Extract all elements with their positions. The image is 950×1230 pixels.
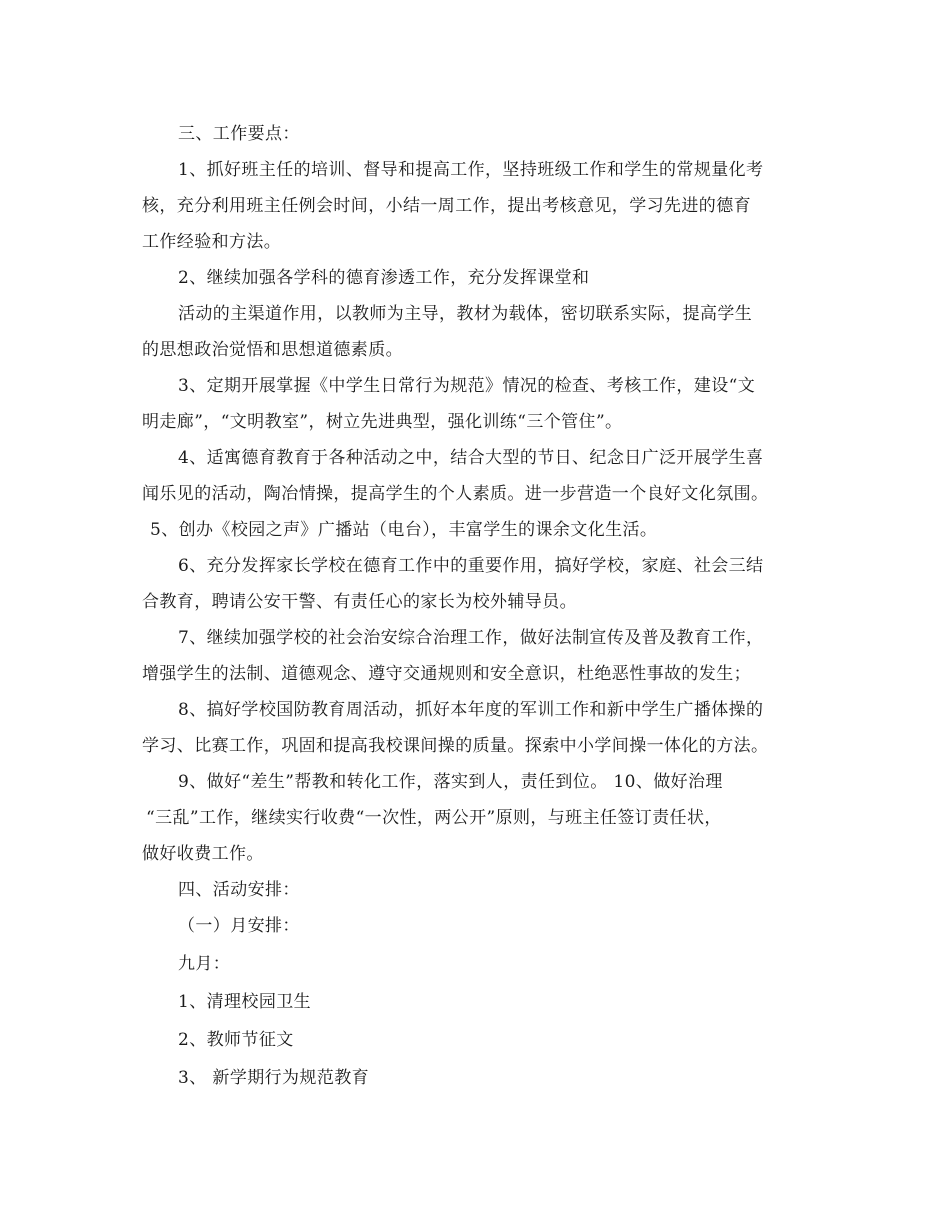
paragraph-line: 6、充分发挥家长学校在德育工作中的重要作用，搞好学校，家庭、社会三结 — [178, 556, 764, 576]
paragraph-line: 5、创办《校园之声》广播站（电台），丰富学生的课余文化生活。 — [150, 520, 658, 540]
paragraph-line: 7、继续加强学校的社会治安综合治理工作，做好法制宣传及普及教育工作， — [178, 628, 764, 648]
section-heading-work-points: 三、工作要点： — [178, 124, 300, 144]
paragraph-line: 闻乐见的活动，陶冶情操，提高学生的个人素质。进一步营造一个良好文化氛围。 — [142, 484, 769, 504]
list-item: 3、 新学期行为规范教育 — [178, 1068, 370, 1088]
section-heading-activity-plan: 四、活动安排： — [178, 880, 300, 900]
paragraph-line: “三乱”工作，继续实行收费“一次性，两公开”原则，与班主任签订责任状， — [146, 808, 722, 828]
paragraph-line: 活动的主渠道作用，以教师为主导，教材为载体，密切联系实际，提高学生 — [178, 304, 753, 324]
list-item: 2、教师节征文 — [178, 1030, 294, 1050]
subheading-monthly-plan: （一）月安排： — [178, 916, 300, 936]
paragraph-line: 3、定期开展掌握《中学生日常行为规范》情况的检查、考核工作，建设“文 — [178, 376, 756, 396]
paragraph-line: 学习、比赛工作，巩固和提高我校课间操的质量。探索中小学间操一体化的方法。 — [142, 736, 769, 756]
paragraph-line: 合教育，聘请公安干警、有责任心的家长为校外辅导员。 — [142, 592, 577, 612]
paragraph-line: 核，充分利用班主任例会时间，小结一周工作，提出考核意见，学习先进的德育 — [142, 196, 751, 216]
month-label-september: 九月： — [178, 954, 231, 974]
paragraph-line: 9、做好“差生”帮教和转化工作，落实到人，责任到位。 10、做好治理 — [178, 772, 723, 792]
list-item: 1、清理校园卫生 — [178, 992, 312, 1012]
paragraph-line: 1、抓好班主任的培训、督导和提高工作，坚持班级工作和学生的常规量化考 — [178, 160, 764, 180]
paragraph-line: 增强学生的法制、道德观念、遵守交通规则和安全意识，杜绝恶性事故的发生； — [142, 664, 751, 684]
paragraph-line: 做好收费工作。 — [142, 844, 264, 864]
paragraph-line: 4、适寓德育教育于各种活动之中，结合大型的节日、纪念日广泛开展学生喜 — [178, 448, 764, 468]
paragraph-line: 8、搞好学校国防教育周活动，抓好本年度的军训工作和新中学生广播体操的 — [178, 700, 764, 720]
paragraph-line: 的思想政治觉悟和思想道德素质。 — [142, 340, 403, 360]
paragraph-line: 工作经验和方法。 — [142, 232, 282, 252]
paragraph-line: 2、继续加强各学科的德育渗透工作，充分发挥课堂和 — [178, 268, 590, 288]
paragraph-line: 明走廊”，“文明教室”，树立先进典型，强化训练“三个管住”。 — [142, 412, 623, 432]
